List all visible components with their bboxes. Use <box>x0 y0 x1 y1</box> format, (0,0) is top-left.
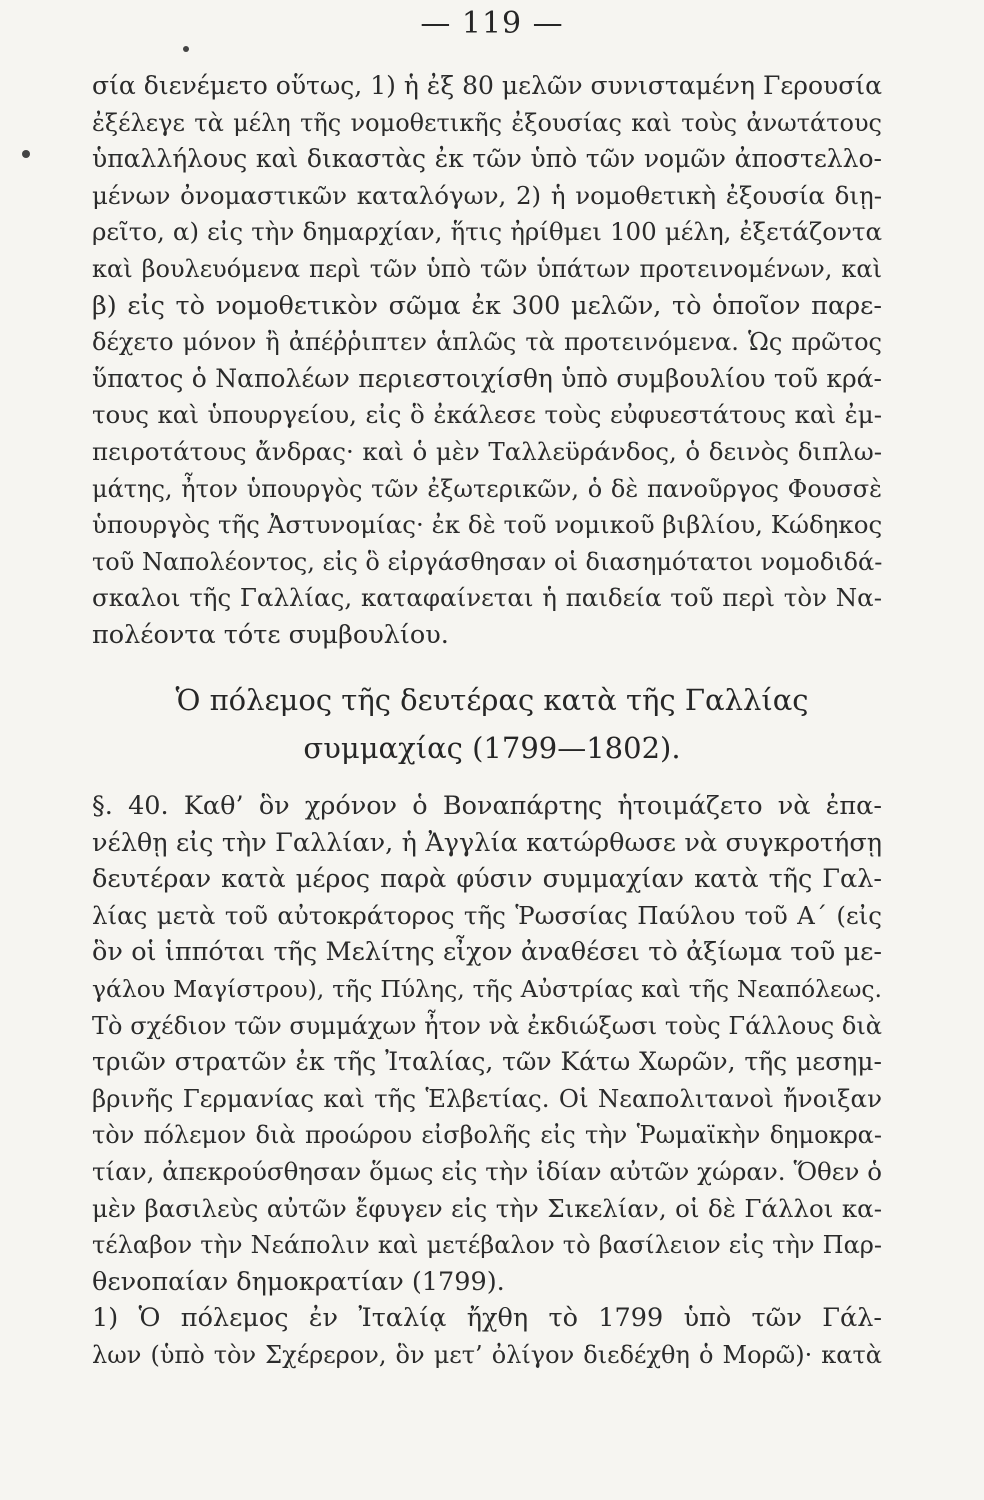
text-line: λίας μετὰ τοῦ αὐτοκράτορος τῆς Ῥωσσίας Παύλου τοῦ Α΄ (εἰς <box>92 900 882 930</box>
text-line: τίαν, ἀπεκρούσθησαν ὅμως εἰς τὴν ἰδίαν αὐτῶν χώραν. Ὅθεν ὁ <box>92 1156 882 1186</box>
text-line: τους καὶ ὑπουργείου, εἰς ὃ ἐκάλεσε τοὺς εὐφυεστάτους καὶ ἐμ- <box>92 400 882 430</box>
text-line: τριῶν στρατῶν ἐκ τῆς Ἰταλίας, τῶν Κάτω Χωρῶν, τῆς μεσημ- <box>92 1047 882 1077</box>
text-line: τοῦ Ναπολέοντος, εἰς ὃ εἰργάσθησαν οἱ διασημότατοι νομοδιδά- <box>92 547 883 576</box>
paragraph-constitution <box>92 68 882 654</box>
text-line: Τὸ σχέδιον τῶν συμμάχων ἦτον νὰ ἐκδιώξωσι τοὺς Γάλλους διὰ <box>92 1011 882 1040</box>
ink-speck <box>22 150 30 158</box>
ink-speck <box>183 46 189 52</box>
text-line: ἐξέλεγε τὰ μέλη τῆς νομοθετικῆς ἐξουσίας καὶ τοὺς ἀνωτάτους <box>92 108 882 137</box>
text-line: σία διενέμετο οὕτως, 1) ἡ ἐξ 80 μελῶν συνισταμένη Γερουσία <box>92 71 882 100</box>
text-line: §. 40. Καθ’ ὃν χρόνον ὁ Βοναπάρτης ἡτοιμάζετο νὰ ἐπα- <box>92 791 882 821</box>
text-line: νέλθῃ εἰς τὴν Γαλλίαν, ἡ Ἀγγλία κατώρθωσε νὰ συγκροτήσῃ <box>92 827 882 858</box>
footnote-line: 1) Ὁ πόλεμος ἐν Ἰταλίᾳ ἤχθη τὸ 1799 ὑπὸ τῶν Γάλ- <box>92 1303 882 1334</box>
text-line: ὕπατος ὁ Ναπολέων περιεστοιχίσθη ὑπὸ συμβουλίου τοῦ κρά- <box>92 363 882 393</box>
text-line: τὸν πόλεμον διὰ προώρου εἰσβολῆς εἰς τὴν Ῥωμαϊκὴν δημοκρα- <box>92 1121 882 1150</box>
text-line: σκαλοι τῆς Γαλλίας, καταφαίνεται ἡ παιδεία τοῦ περὶ τὸν Να- <box>92 583 882 613</box>
text-line: βρινῆς Γερμανίας καὶ τῆς Ἑλβετίας. Οἱ Νεαπολιτανοὶ ἤνοιξαν <box>92 1083 882 1113</box>
text-line: δευτέραν κατὰ μέρος παρὰ φύσιν συμμαχίαν κατὰ τῆς Γαλ- <box>92 864 882 895</box>
text-line: πολέοντα τότε συμβουλίου. <box>92 619 449 650</box>
text-line: ὑπουργὸς τῆς Ἀστυνομίας· ἐκ δὲ τοῦ νομικοῦ βιβλίου, Κώδηκος <box>92 510 883 540</box>
text-line: δέχετο μόνον ἢ ἀπέῤῥιπτεν ἁπλῶς τὰ προτεινόμενα. Ὡς πρῶτος <box>92 328 882 357</box>
text-line: πειροτάτους ἄνδρας· καὶ ὁ μὲν Ταλλεϋράνδος, ὁ δεινὸς διπλω- <box>92 436 882 466</box>
text-line: ὃν οἱ ἱππόται τῆς Μελίτης εἶχον ἀναθέσει τὸ ἀξίωμα τοῦ με- <box>92 937 882 968</box>
paragraph-second-coalition <box>92 788 882 1374</box>
text-line: γάλου Μαγίστρου), τῆς Πύλης, τῆς Αὐστρίας καὶ τῆς Νεαπόλεως. <box>92 974 882 1003</box>
text-line: τέλαβον τὴν Νεάπολιν καὶ μετέβαλον τὸ βασίλειον εἰς τὴν Παρ- <box>92 1231 882 1260</box>
text-line: καὶ βουλευόμενα περὶ τῶν ὑπὸ τῶν ὑπάτων προτεινομένων, καὶ <box>92 254 882 283</box>
text-line: β) εἰς τὸ νομοθετικὸν σῶμα ἐκ 300 μελῶν, τὸ ὁποῖον παρε- <box>92 290 882 321</box>
section-heading-line2: συμμαχίας (1799—1802). <box>303 731 681 765</box>
text-line: μὲν βασιλεὺς αὐτῶν ἔφυγεν εἰς τὴν Σικελίαν, οἱ δὲ Γάλλοι κα- <box>92 1193 882 1223</box>
section-heading-line1: Ὁ πόλεμος τῆς δευτέρας κατὰ τῆς Γαλλίας <box>175 683 809 717</box>
text-line: μάτης, ἦτον ὑπουργὸς τῶν ἐξωτερικῶν, ὁ δὲ πανοῦργος Φουσσὲ <box>92 474 882 503</box>
text-line: θενοπαίαν δημοκρατίαν (1799). <box>92 1266 505 1297</box>
page-number: — 119 — <box>420 6 564 41</box>
text-line: ὑπαλλήλους καὶ δικαστὰς ἐκ τῶν ὑπὸ τῶν νομῶν ἀποστελλο- <box>92 144 882 174</box>
text-line: ρεῖτο, α) εἰς τὴν δημαρχίαν, ἥτις ἠρίθμει 100 μέλη, ἐξετάζοντα <box>92 217 882 247</box>
footnote-line: λων (ὑπὸ τὸν Σχέρερον, ὃν μετ’ ὀλίγον διεδέχθη ὁ Μορῶ)· κατὰ <box>92 1340 882 1369</box>
text-line: μένων ὀνομαστικῶν καταλόγων, 2) ἡ νομοθετικὴ ἐξουσία διῃ- <box>92 180 882 210</box>
